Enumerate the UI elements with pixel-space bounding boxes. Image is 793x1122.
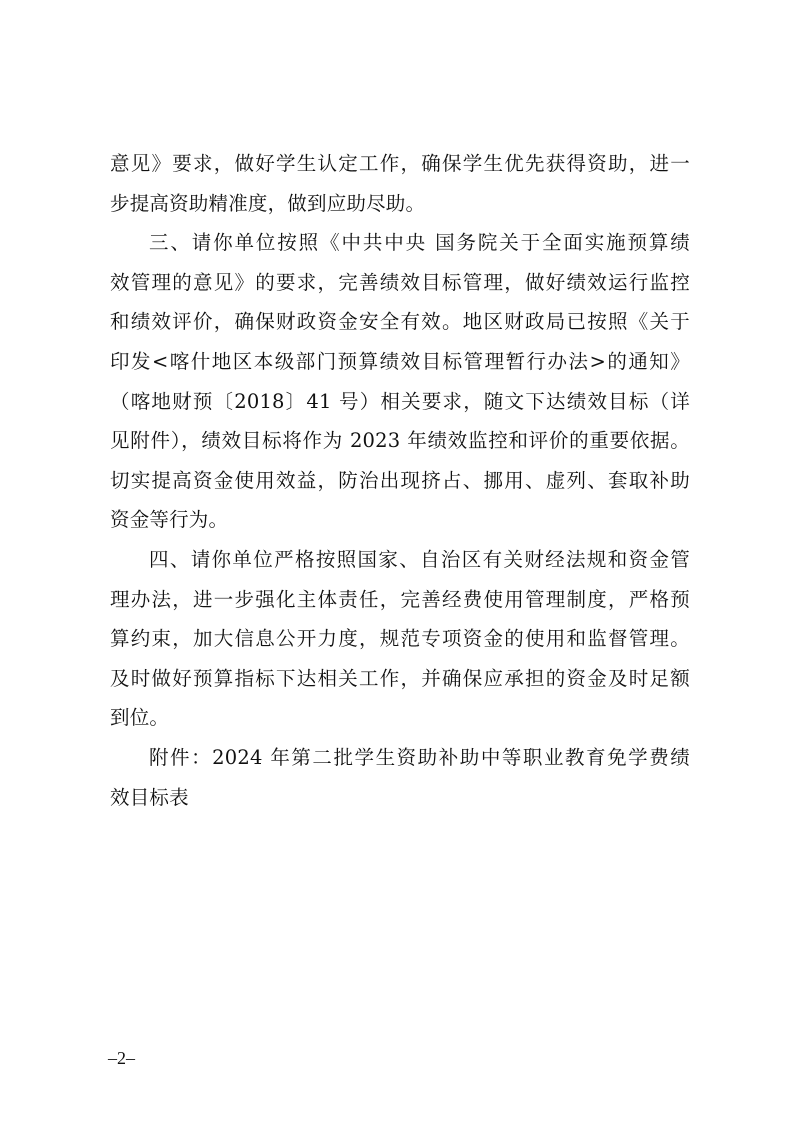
text-line: 效管理的意见》的要求，完善绩效目标管理，做好绩效运行监控 xyxy=(110,270,690,294)
text-line: 见附件），绩效目标将作为 2023 年绩效监控和评价的重要依据。 xyxy=(110,429,690,453)
text-line: 和绩效评价，确保财政资金安全有效。地区财政局已按照《关于 xyxy=(110,310,690,334)
attachment-title-line: 效目标表 xyxy=(110,785,189,809)
text-line: 算约束，加大信息公开力度，规范专项资金的使用和监督管理。 xyxy=(110,627,690,651)
text-line: 理办法，进一步强化主体责任，完善经费使用管理制度，严格预 xyxy=(110,587,690,611)
text-line: 步提高资助精准度，做到应助尽助。 xyxy=(110,191,426,215)
text-line: 切实提高资金使用效益，防治出现挤占、挪用、虚列、套取补助 xyxy=(110,468,690,492)
text-line: 资金等行为。 xyxy=(110,508,229,532)
text-line: 印发<喀什地区本级部门预算绩效目标管理暂行办法>的通知》 xyxy=(110,349,690,373)
text-line: 到位。 xyxy=(110,706,170,730)
text-line: 及时做好预算指标下达相关工作，并确保应承担的资金及时足额 xyxy=(110,666,690,690)
document-body xyxy=(110,144,690,817)
text-line: （喀地财预〔2018〕41 号）相关要求，随文下达绩效目标（详 xyxy=(110,389,690,413)
page-number: –2– xyxy=(108,1048,135,1068)
attachment-line: 附件：2024 年第二批学生资助补助中等职业教育免学费绩 xyxy=(149,745,690,769)
paragraph-3-start-line: 三、请你单位按照《中共中央 国务院关于全面实施预算绩 xyxy=(149,231,690,255)
paragraph-4-start-line: 四、请你单位严格按照国家、自治区有关财经法规和资金管 xyxy=(149,547,690,571)
text-line: 意见》要求，做好学生认定工作，确保学生优先获得资助，进一 xyxy=(110,152,690,175)
